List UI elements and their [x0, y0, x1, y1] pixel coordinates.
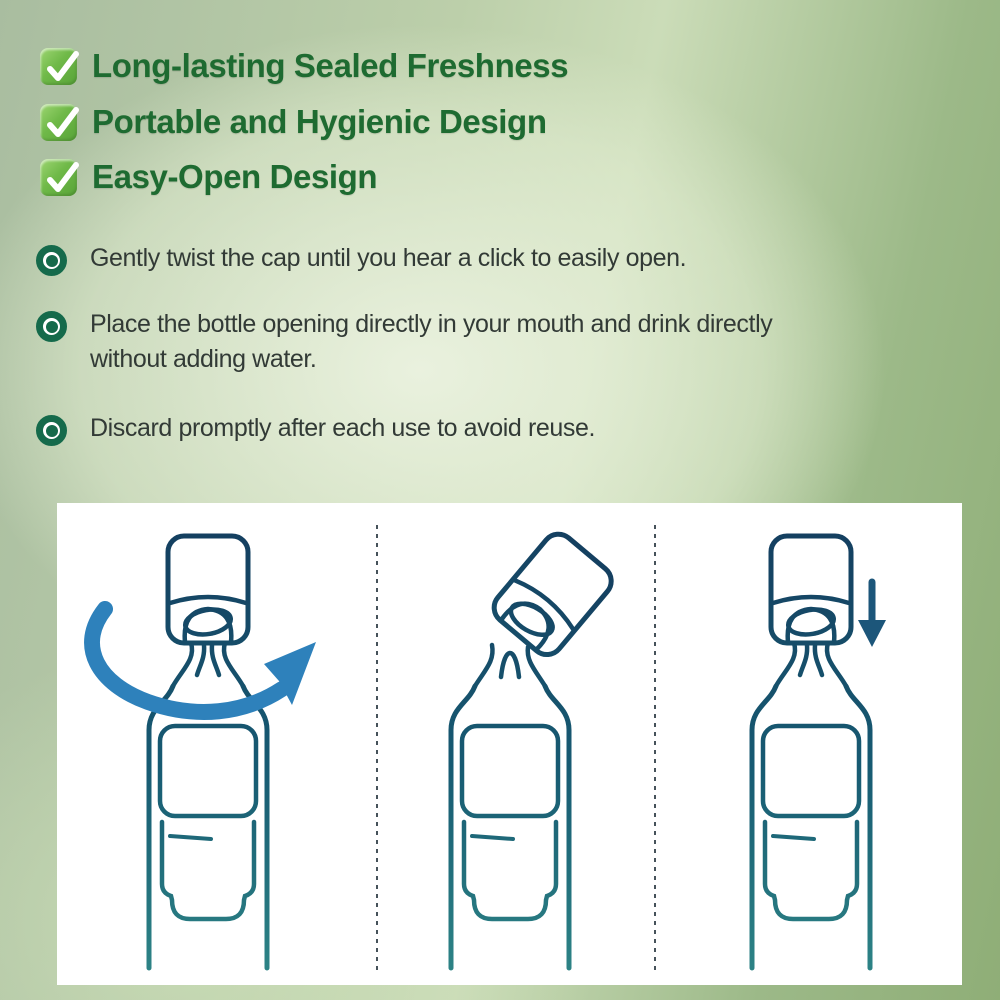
instruction-item [36, 243, 686, 276]
bottle-with-cap-illustration [58, 506, 358, 976]
bottle-with-cap-illustration [661, 506, 961, 976]
check-box-icon [40, 104, 77, 141]
feature-item [40, 47, 568, 85]
feature-item [40, 158, 377, 196]
instruction-text: Place the bottle opening directly in your mouth and drink directly without adding water. [90, 310, 773, 373]
target-bullet-icon [36, 415, 67, 446]
feature-label: Easy-Open Design [92, 158, 378, 195]
instruction-item [36, 413, 595, 446]
target-bullet-icon [36, 245, 67, 276]
dashed-divider [654, 525, 656, 971]
instruction-text: Gently twist the cap until you hear a click to easily open. [90, 244, 687, 272]
bottle-cap-removed-illustration [360, 506, 660, 976]
step-press-cap [660, 503, 962, 985]
target-bullet-icon [36, 311, 67, 342]
dashed-divider [376, 525, 378, 971]
check-box-icon [40, 48, 77, 85]
step-cap-removed [359, 503, 661, 985]
instruction-item [36, 309, 830, 377]
check-box-icon [40, 159, 77, 196]
step-twist-cap [57, 503, 359, 985]
down-arrow-icon [858, 582, 886, 647]
feature-label: Long-lasting Sealed Freshness [92, 47, 569, 84]
tilted-cap-icon [487, 528, 617, 661]
diagram-panel [57, 503, 962, 985]
instruction-text: Discard promptly after each use to avoid reuse. [90, 414, 596, 442]
feature-label: Portable and Hygienic Design [92, 103, 547, 140]
feature-item [40, 103, 547, 141]
